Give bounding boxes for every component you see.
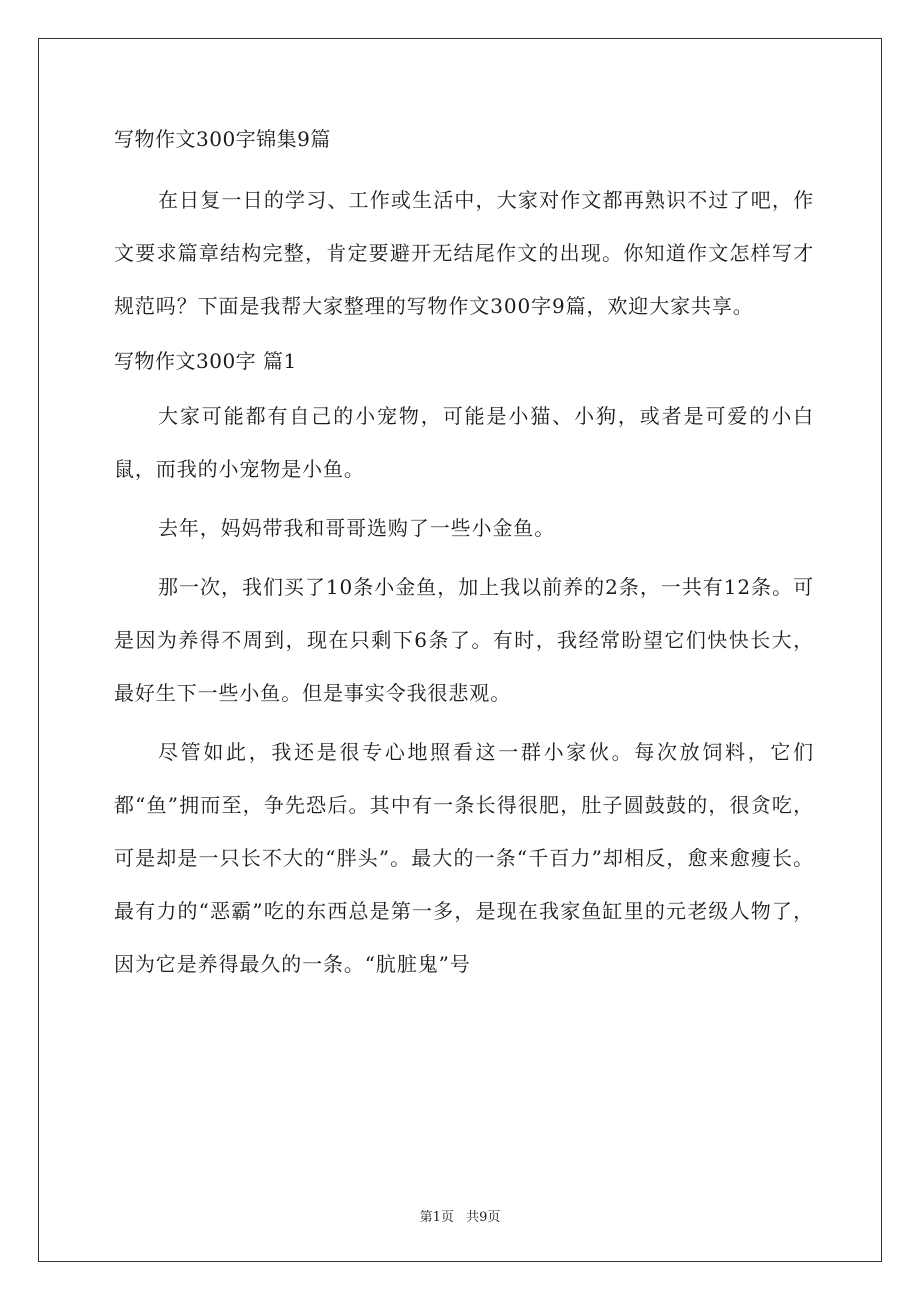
body-paragraph: 去年，妈妈带我和哥哥选购了一些小金鱼。 xyxy=(158,516,556,540)
body-paragraph: 尽管如此，我还是很专心地照看这一群小家伙。每次放饲料，它们都“鱼”拥而至，争先恐后。其中有一条长得很肥，肚子圆鼓鼓的，很贪吃，可是却是一只长不大的“胖头”。最大的一条“千百力”却相反，愈来愈瘦长。最有力的“恶霸”吃的东西总是第一多，是现在我家鱼缸里的元老级人物了，因为它是养得最久的一条。“肮脏鬼”号 xyxy=(114,740,814,976)
total-pages: 共9页 xyxy=(466,1210,501,1225)
document-title: 写物作文300字锦集9篇 xyxy=(114,127,331,151)
intro-paragraph: 在日复一日的学习、工作或生活中，大家对作文都再熟识不过了吧，作文要求篇章结构完整，肯定要避开无结尾作文的出现。你知道作文怎样写才规范吗？下面是我帮大家整理的写物作文300字9篇，欢迎大家共享。 xyxy=(114,188,814,318)
document-body xyxy=(114,121,814,991)
page-footer xyxy=(0,1206,920,1225)
section-heading: 写物作文300字 篇1 xyxy=(114,349,297,373)
body-paragraph: 那一次，我们买了10条小金鱼，加上我以前养的2条，一共有12条。可是因为养得不周到，现在只剩下6条了。有时，我经常盼望它们快快长大，最好生下一些小鱼。但是事实令我很悲观。 xyxy=(114,575,814,705)
body-paragraph: 大家可能都有自己的小宠物，可能是小猫、小狗，或者是可爱的小白鼠，而我的小宠物是小鱼。 xyxy=(114,404,814,481)
page-number: 第1页 xyxy=(419,1210,454,1225)
